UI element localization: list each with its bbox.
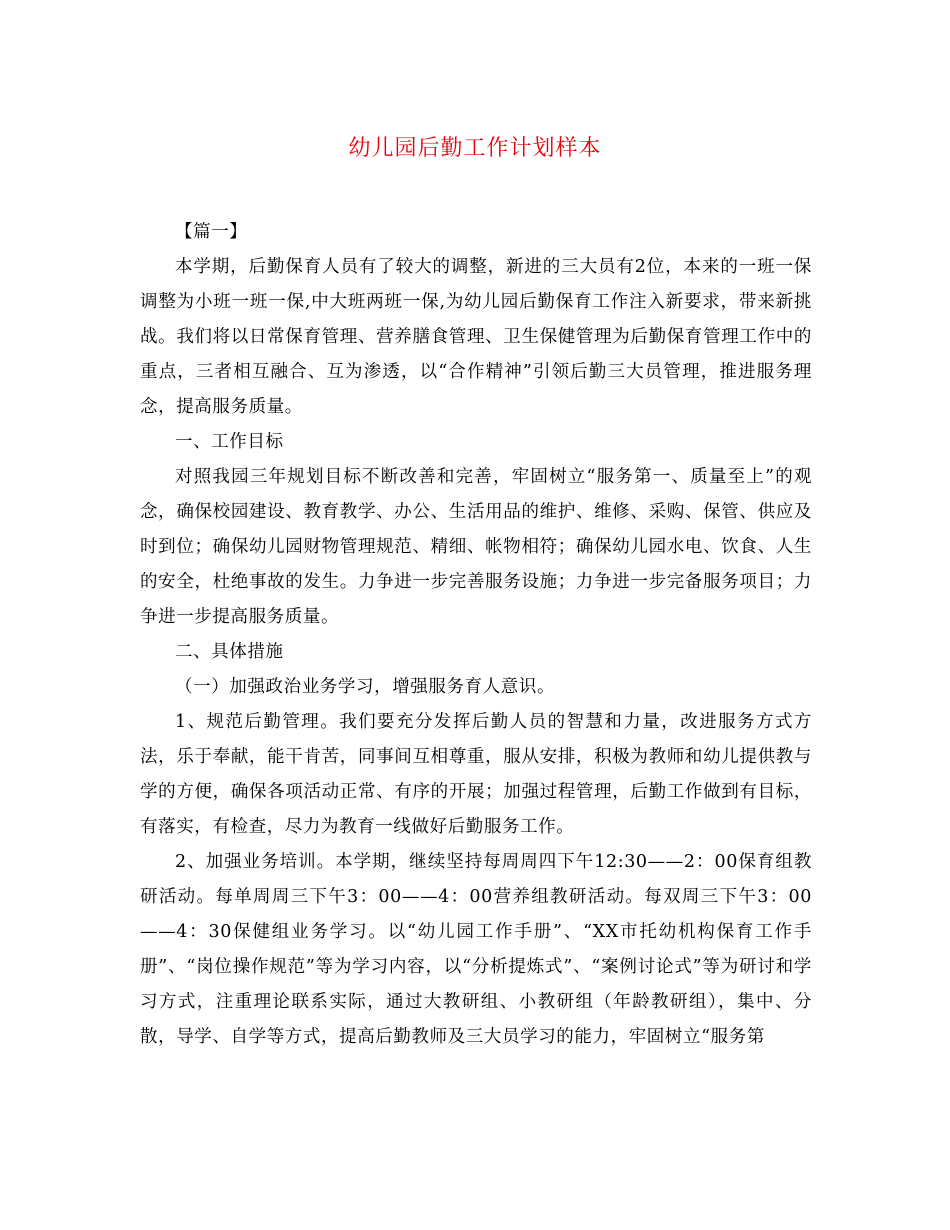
document-title: 幼儿园后勤工作计划样本	[348, 136, 602, 161]
subheading-political-study: （一）加强政治业务学习，增强服务育人意识。	[175, 677, 556, 697]
measure-paragraph-1: 1、规范后勤管理。我们要充分发挥后勤人员的智慧和力量，改进服务方式方法，乐于奉献，能干肯苦，同事间互相尊重，服从安排，积极为教师和幼儿提供教与学的方便，确保各项活动正常、有序的开展；加强过程管理，后勤工作做到有目标，有落实，有检查，尽力为教育一线做好后勤服务工作。	[140, 712, 812, 837]
heading-specific-measures: 二、具体措施	[175, 642, 284, 662]
goals-paragraph: 对照我园三年规划目标不断改善和完善，牢固树立“服务第一、质量至上”的观念，确保校园建设、教育教学、办公、生活用品的维护、维修、采购、保管、供应及时到位；确保幼儿园财物管理规范、精细、帐物相符；确保幼儿园水电、饮食、人生的安全，杜绝事故的发生。力争进一步完善服务设施；力争进一步完备服务项目；力争进一步提高服务质量。	[140, 467, 812, 627]
heading-work-goals: 一、工作目标	[175, 432, 284, 452]
intro-paragraph: 本学期，后勤保育人员有了较大的调整，新进的三大员有2位，本来的一班一保调整为小班一班一保,中大班两班一保,为幼儿园后勤保育工作注入新要求，带来新挑战。我们将以日常保育管理、营养膳食管理、卫生保健管理为后勤保育管理工作中的重点，三者相互融合、互为渗透，以“合作精神”引领后勤三大员管理，推进服务理念，提高服务质量。	[140, 257, 812, 417]
section-heading-pian-yi: 【篇一】	[175, 222, 248, 242]
document-body	[140, 215, 812, 1055]
measure-paragraph-2: 2、加强业务培训。本学期，继续坚持每周周四下午12:30——2：00保育组教研活动。每单周周三下午3：00——4：00营养组教研活动。每双周三下午3：00——4：30保健组业务学习。以“幼儿园工作手册”、“XX市托幼机构保育工作手册”、“岗位操作规范”等为学习内容，以“分析提炼式”、“案例讨论式”等为研讨和学习方式，注重理论联系实际，通过大教研组、小教研组（年龄教研组），集中、分散，导学、自学等方式，提高后勤教师及三大员学习的能力，牢固树立“服务第	[140, 852, 812, 1047]
